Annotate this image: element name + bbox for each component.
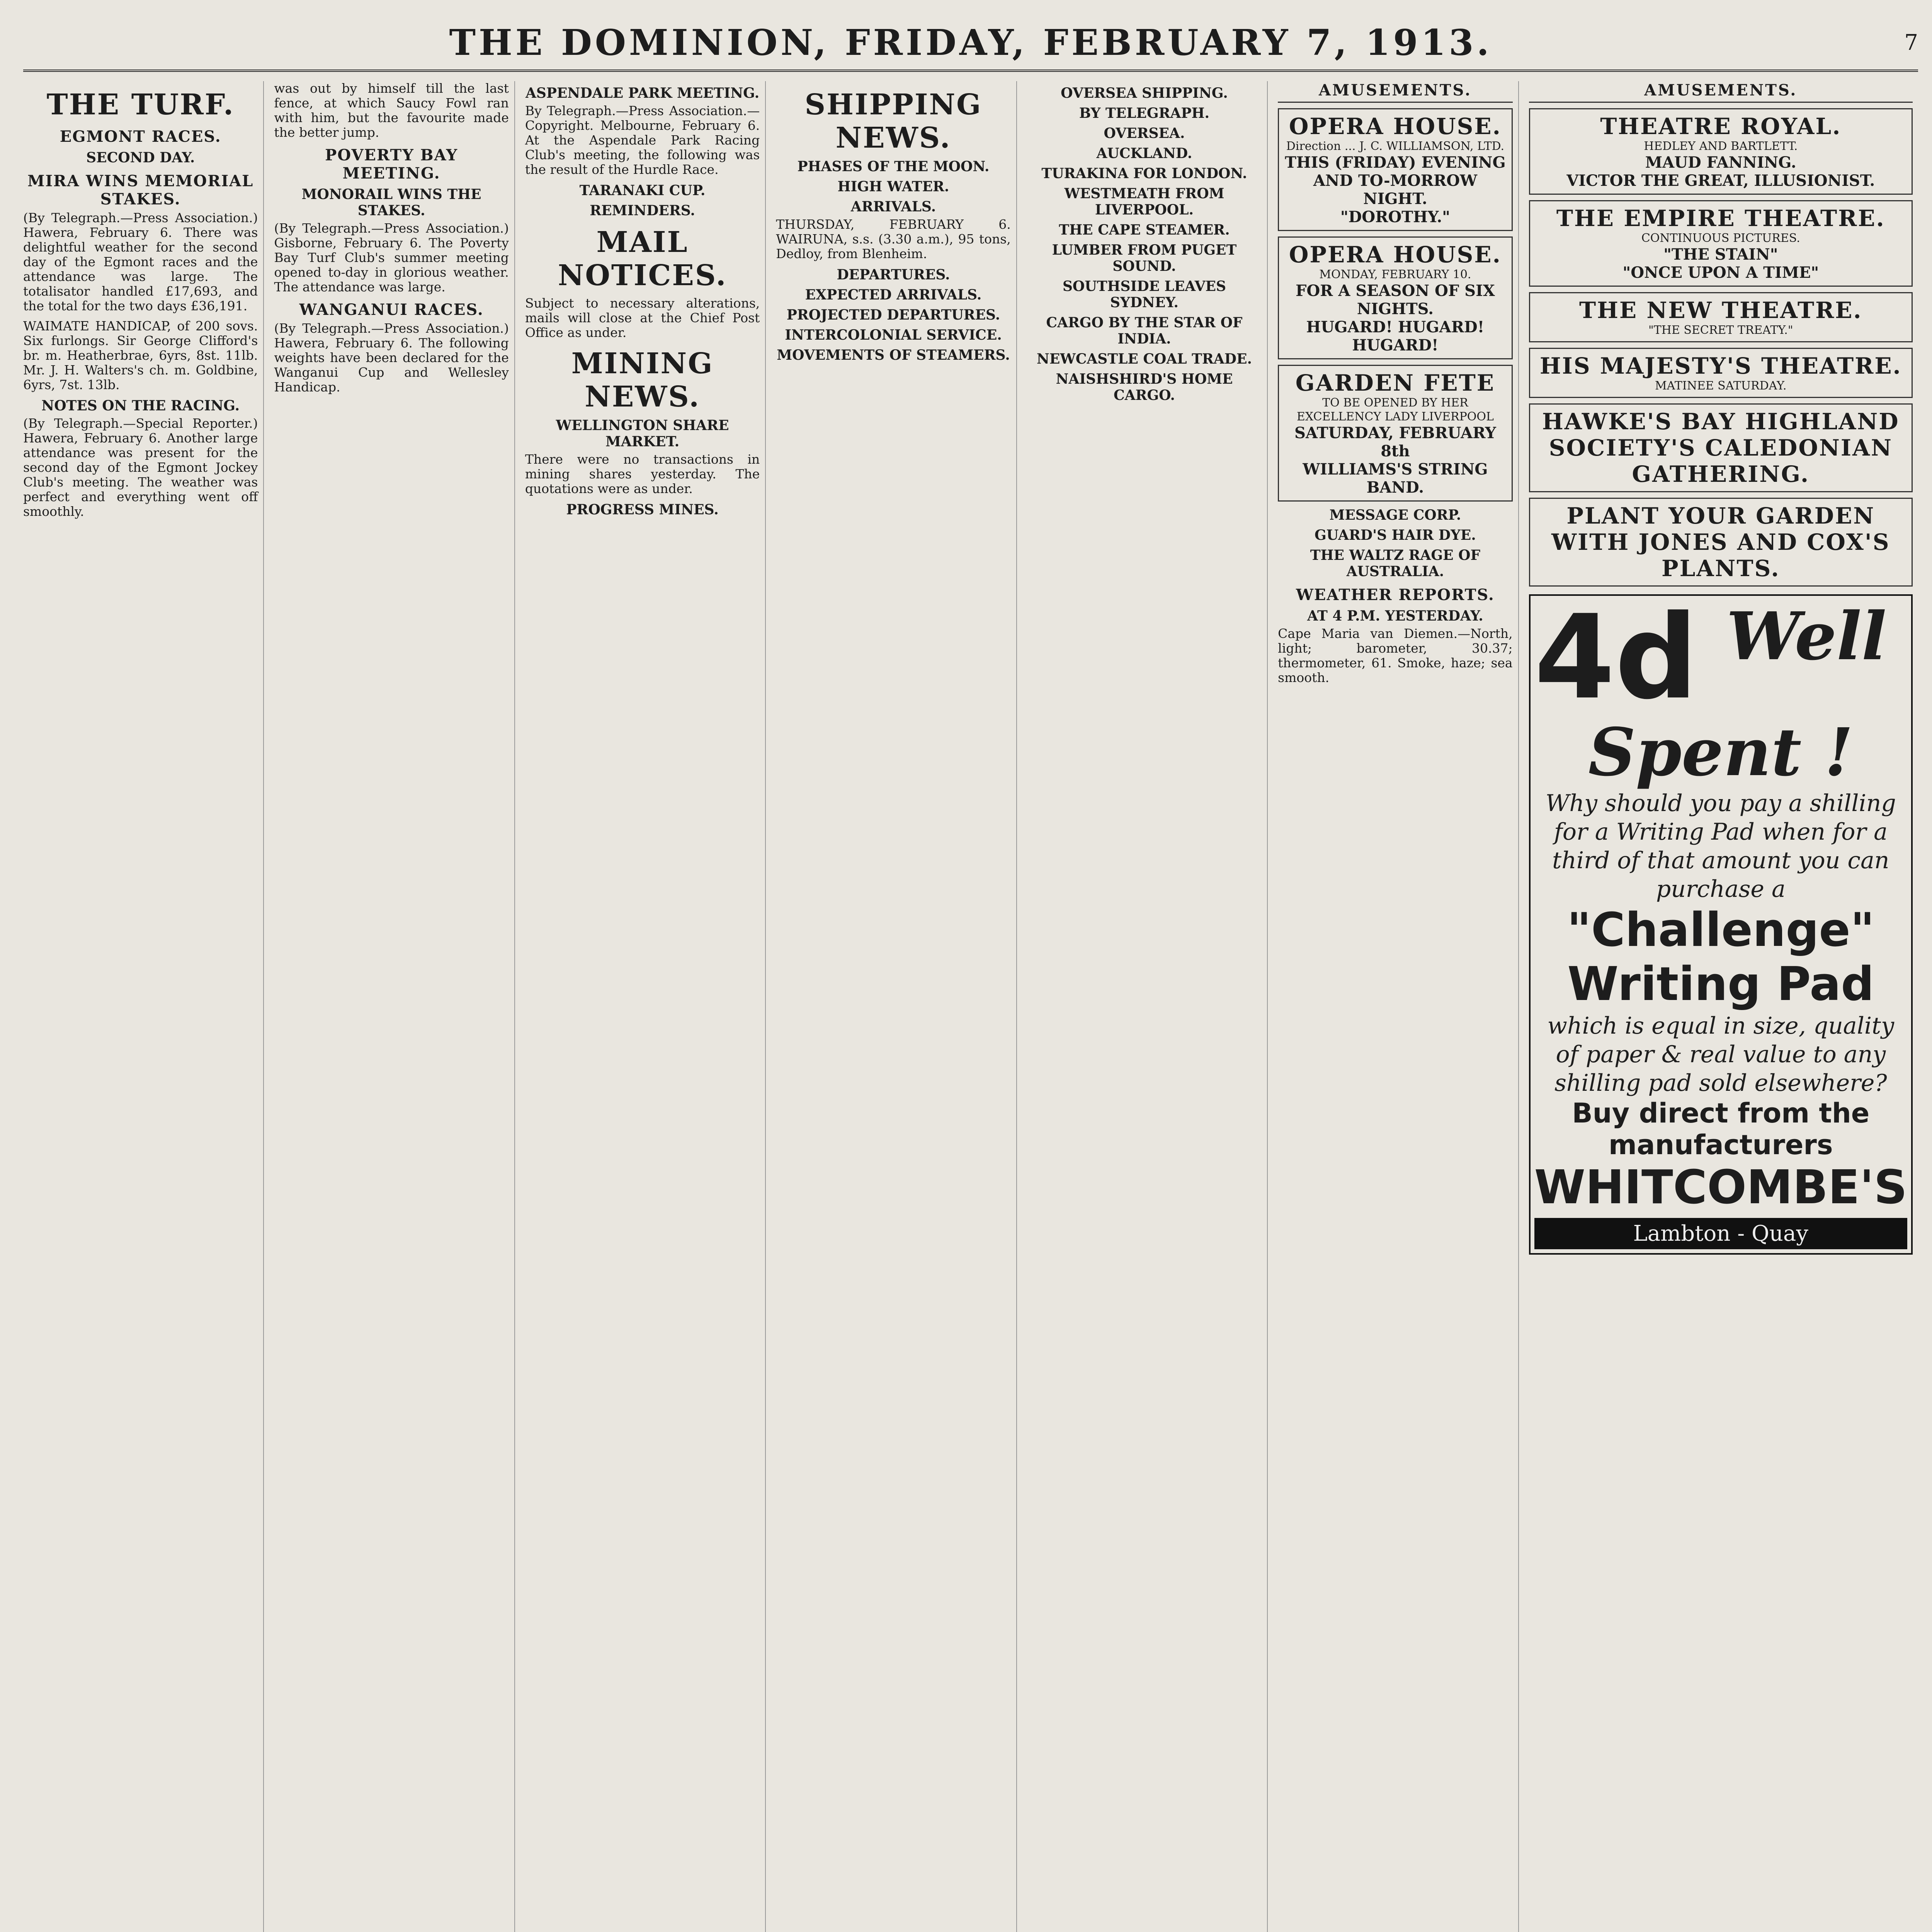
advertisement [1278, 365, 1512, 502]
column-2 [274, 81, 515, 1932]
column-5 [1027, 81, 1268, 1932]
section-heading: AT 4 P.M. YESTERDAY. [1307, 608, 1483, 624]
section-heading: MESSAGE CORP. [1329, 507, 1461, 523]
promo-brand: WHITCOMBE'S [1534, 1161, 1907, 1214]
section-heading: MINING NEWS. [571, 347, 714, 413]
advertisement [1529, 292, 1913, 342]
section-heading: MONORAIL WINS THE STAKES. [301, 186, 481, 219]
ad-line: THIS (FRIDAY) EVENING AND TO-MORROW NIGHT. [1285, 153, 1506, 208]
section-heading: NOTES ON THE RACING. [41, 398, 240, 414]
ad-line: MONDAY, FEBRUARY 10. [1319, 268, 1471, 281]
section-heading: DEPARTURES. [837, 267, 950, 283]
section-heading: EGMONT RACES. [60, 128, 221, 146]
section-heading: TURAKINA FOR LONDON. [1041, 165, 1247, 182]
promo-price: 4d [1534, 590, 1698, 725]
column-4 [776, 81, 1017, 1932]
column-7 [1529, 81, 1918, 1932]
ad-line: PLANT YOUR GARDEN WITH JONES AND COX'S PLANTS. [1551, 503, 1890, 582]
ad-line: VICTOR THE GREAT, ILLUSIONIST. [1566, 172, 1875, 190]
section-heading: EXPECTED ARRIVALS. [805, 287, 982, 303]
section-heading: THE WALTZ RAGE OF AUSTRALIA. [1310, 547, 1481, 580]
article-paragraph: There were no transactions in mining shares yesterday. The quotations were as under. [525, 452, 760, 496]
ad-line: SATURDAY, FEBRUARY 8th [1294, 424, 1496, 460]
ad-line: THEATRE ROYAL. [1600, 113, 1842, 139]
section-heading: WANGANUI RACES. [299, 301, 484, 319]
article-paragraph: (By Telegraph.—Press Association.) Hawera, February 6. The following weights have been declared for the Wanganui Cup and Wellesley Handicap. [274, 321, 509, 395]
section-heading: BY TELEGRAPH. [1079, 105, 1210, 121]
section-heading: SOUTHSIDE LEAVES SYDNEY. [1062, 278, 1226, 311]
ad-line: "THE STAIN" [1663, 245, 1778, 264]
ad-line: HUGARD! HUGARD! HUGARD! [1306, 318, 1485, 354]
article-paragraph: (By Telegraph.—Special Reporter.) Hawera, February 6. Another large attendance was present for the second day of the Egmont Jockey Club's meeting. The weather was perfect and everything went off smoothly. [23, 416, 258, 519]
section-heading: PROJECTED DEPARTURES. [786, 307, 1000, 323]
section-heading: REMINDERS. [590, 202, 695, 219]
section-heading: ARRIVALS. [850, 199, 936, 215]
page-number: 7 [1904, 30, 1918, 55]
section-heading: ASPENDALE PARK MEETING. [525, 85, 760, 101]
column-6 [1278, 81, 1519, 1932]
promo-body: Why should you pay a shilling for a Writing Pad when for a third of that amount you can purchase a [1545, 790, 1896, 903]
section-heading: NEWCASTLE COAL TRADE. [1036, 351, 1252, 367]
masthead-title: THE DOMINION, FRIDAY, FEBRUARY 7, 1913. [449, 22, 1492, 63]
section-heading: HIGH WATER. [837, 179, 949, 195]
section-heading: AUCKLAND. [1096, 145, 1192, 162]
section-heading: SHIPPING NEWS. [804, 88, 982, 155]
article-paragraph: was out by himself till the last fence, at which Saucy Fowl ran with him, but the favourite made the better jump. [274, 81, 509, 140]
advertisement [1529, 403, 1913, 492]
section-heading: LUMBER FROM PUGET SOUND. [1052, 242, 1237, 274]
section-heading: MIRA WINS MEMORIAL STAKES. [27, 172, 254, 208]
advertisement [1529, 200, 1913, 287]
article-paragraph: Cape Maria van Diemen.—North, light; barometer, 30.37; thermometer, 61. Smoke, haze; sea smooth. [1278, 626, 1513, 685]
section-heading: PHASES OF THE MOON. [797, 158, 990, 175]
section-heading: GUARD'S HAIR DYE. [1314, 527, 1476, 543]
promo-product: "Challenge" Writing Pad [1567, 903, 1875, 1011]
section-heading: THE TURF. [46, 88, 235, 121]
section-heading: WELLINGTON SHARE MARKET. [556, 417, 729, 450]
promo-headline: Well Spent ! [1588, 598, 1887, 791]
section-heading: TARANAKI CUP. [579, 182, 706, 199]
ad-line: HAWKE'S BAY HIGHLAND SOCIETY'S CALEDONIAN GATHERING. [1542, 408, 1900, 487]
advertisement [1529, 108, 1913, 195]
ad-line: OPERA HOUSE. [1289, 113, 1502, 139]
ad-line: "ONCE UPON A TIME" [1622, 264, 1819, 282]
section-heading: MOVEMENTS OF STEAMERS. [777, 347, 1010, 363]
ad-line: THE NEW THEATRE. [1579, 297, 1862, 323]
article-paragraph: (By Telegraph.—Press Association.) Gisborne, February 6. The Poverty Bay Turf Club's summer meeting opened to-day in glorious weather. The attendance was large. [274, 221, 509, 294]
section-heading: NAISHSHIRD'S HOME CARGO. [1056, 371, 1233, 403]
column-header: AMUSEMENTS. [1529, 81, 1913, 103]
ad-line: MATINEE SATURDAY. [1655, 379, 1787, 393]
ad-line: FOR A SEASON OF SIX NIGHTS. [1295, 282, 1495, 318]
section-heading: INTERCOLONIAL SERVICE. [785, 327, 1002, 343]
section-heading: CARGO BY THE STAR OF INDIA. [1046, 315, 1243, 347]
promo-cta: Buy direct from the manufacturers [1572, 1097, 1870, 1161]
section-heading: PROGRESS MINES. [566, 502, 719, 518]
advertisement [1529, 498, 1913, 587]
masthead [23, 15, 1918, 72]
article-paragraph: Subject to necessary alterations, mails will close at the Chief Post Office as under. [525, 296, 760, 340]
column-3 [525, 81, 766, 1932]
column-header: AMUSEMENTS. [1278, 81, 1512, 103]
promo-body-2: which is equal in size, quality of paper & real value to any shilling pad sold elsewhere? [1547, 1012, 1895, 1097]
ad-line: MAUD FANNING. [1645, 153, 1796, 172]
writing-pad-advertisement [1529, 590, 1913, 1255]
section-heading: THE CAPE STEAMER. [1059, 222, 1230, 238]
section-heading: WESTMEATH FROM LIVERPOOL. [1064, 185, 1225, 218]
section-heading: OVERSEA. [1104, 125, 1185, 141]
article-paragraph: (By Telegraph.—Press Association.) Hawera, February 6. There was delightful weather for the second day of the Egmont races and the attendance was large. The totalisator handled £17,693, and the total for the two days £36,191. [23, 210, 258, 313]
ad-line: CONTINUOUS PICTURES. [1641, 231, 1800, 245]
article-paragraph: By Telegraph.—Press Association.—Copyright. Melbourne, February 6. At the Aspendale Park Racing Club's meeting, the following was the result of the Hurdle Race. [525, 103, 760, 177]
ad-line: WILLIAMS'S STRING BAND. [1303, 460, 1488, 497]
section-heading: SECOND DAY. [86, 150, 195, 166]
advertisement [1529, 348, 1913, 398]
ad-line: HIS MAJESTY'S THEATRE. [1539, 353, 1902, 379]
ad-line: TO BE OPENED BY HER EXCELLENCY LADY LIVERPOOL [1296, 396, 1494, 423]
ad-line: HEDLEY AND BARTLETT. [1644, 139, 1798, 153]
columns-container [23, 81, 1918, 1932]
article-paragraph: THURSDAY, FEBRUARY 6. WAIRUNA, s.s. (3.30 a.m.), 95 tons, Dedloy, from Blenheim. [776, 217, 1011, 261]
section-heading: WEATHER REPORTS. [1296, 586, 1495, 604]
section-heading: OVERSEA SHIPPING. [1061, 85, 1228, 101]
ad-line: "DOROTHY." [1340, 208, 1450, 226]
section-heading: MAIL NOTICES. [558, 226, 727, 292]
advertisement [1278, 108, 1512, 231]
ad-line: THE EMPIRE THEATRE. [1556, 205, 1885, 231]
ad-line: OPERA HOUSE. [1289, 242, 1502, 268]
ad-line: "THE SECRET TREATY." [1648, 323, 1793, 337]
article-paragraph: WAIMATE HANDICAP, of 200 sovs. Six furlongs. Sir George Clifford's br. m. Heatherbrae, 6yrs, 8st. 11lb. Mr. J. H. Walters's ch. m. Goldbine, 6yrs, 7st. 13lb. [23, 318, 258, 392]
ad-line: Direction ... J. C. WILLIAMSON, LTD. [1286, 139, 1505, 153]
ad-line: GARDEN FETE [1295, 370, 1495, 396]
section-heading: POVERTY BAY MEETING. [325, 146, 458, 182]
promo-location: Lambton - Quay [1534, 1218, 1907, 1249]
advertisement [1278, 236, 1512, 359]
column-1 [23, 81, 264, 1932]
